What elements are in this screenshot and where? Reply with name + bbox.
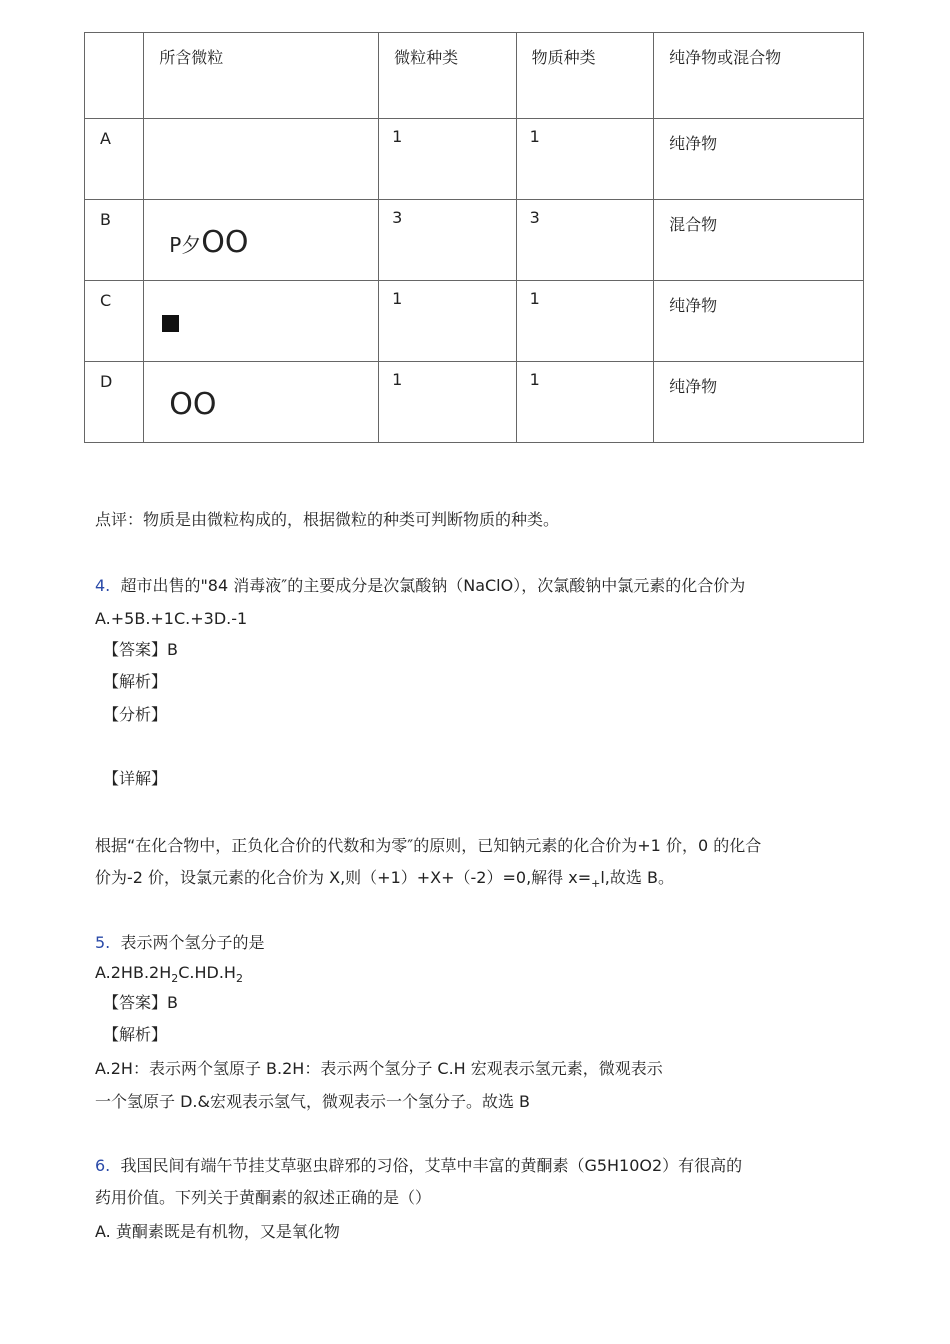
row-type: 混合物	[654, 200, 864, 281]
q6-option-a: A. 黄酮素既是有机物，又是氧化物	[95, 1222, 340, 1241]
question-number: 5.	[95, 933, 111, 952]
q4-explain-sub: +	[591, 877, 601, 891]
row-type: 纯净物	[654, 119, 864, 200]
q4-explain-line2	[95, 868, 674, 894]
row-particles	[144, 281, 379, 362]
row-particles	[144, 200, 379, 281]
q5-explain-line1: A.2H：表示两个氢原子 B.2H：表示两个氢分子 C.H 宏观表示氢元素，微观表示	[95, 1059, 663, 1078]
q5-option-part: A.2HB.2H	[95, 963, 172, 982]
question-text: 超市出售的"84 消毒液″的主要成分是次氯酸钠（NaClO），次氯酸钠中氯元素的化合价为	[120, 576, 746, 595]
question-text: 表示两个氢分子的是	[120, 933, 265, 952]
q5-analysis-heading: 【解析】	[103, 1025, 168, 1044]
q5-options	[95, 963, 243, 989]
particle-diagram-d: OO	[169, 387, 217, 422]
header-cell-particles: 所含微粒	[144, 33, 379, 119]
q4-analysis-heading: 【解析】	[103, 672, 168, 691]
row-label: A	[85, 119, 144, 200]
row-type: 纯净物	[654, 281, 864, 362]
question-text: 我国民间有端午节挂艾草驱虫辟邪的习俗，艾草中丰富的黄酮素（G5H10O2）有很高的	[120, 1156, 743, 1175]
row-particle-kinds: 1	[379, 362, 517, 443]
black-square-icon	[162, 315, 179, 332]
row-particle-kinds: 1	[379, 119, 517, 200]
row-particles	[144, 362, 379, 443]
question-number: 6.	[95, 1156, 111, 1175]
row-label: D	[85, 362, 144, 443]
row-substance-kinds: 1	[516, 119, 654, 200]
row-substance-kinds: 1	[516, 281, 654, 362]
question-5	[95, 933, 264, 953]
particle-diagram-b: P夕OO	[169, 225, 249, 260]
comment-text: 点评：物质是由微粒构成的，根据微粒的种类可判断物质的种类。	[95, 510, 560, 529]
header-cell-empty	[85, 33, 144, 119]
particle-table	[84, 32, 864, 443]
q5-option-sub: 2	[235, 972, 243, 986]
row-label: B	[85, 200, 144, 281]
table-row	[85, 200, 864, 281]
q4-explain-part: l,故选 B。	[600, 868, 674, 887]
question-4	[95, 576, 745, 596]
header-cell-substance-kinds: 物质种类	[516, 33, 654, 119]
particle-label-small: P夕	[169, 233, 202, 257]
q4-fenxi-heading: 【分析】	[103, 705, 168, 724]
row-particles	[144, 119, 379, 200]
question-number: 4.	[95, 576, 111, 595]
table-row	[85, 362, 864, 443]
question-6	[95, 1156, 742, 1176]
q5-explain-line2: 一个氢原子 D.&宏观表示氢气，微观表示一个氢分子。故选 B	[95, 1092, 531, 1111]
row-substance-kinds: 3	[516, 200, 654, 281]
row-particle-kinds: 3	[379, 200, 517, 281]
row-label: C	[85, 281, 144, 362]
row-type: 纯净物	[654, 362, 864, 443]
row-particle-kinds: 1	[379, 281, 517, 362]
table-header-row	[85, 33, 864, 119]
q4-detail-heading: 【详解】	[103, 769, 168, 788]
q4-options: A.+5B.+1C.+3D.-1	[95, 609, 248, 628]
q5-option-sub: 2	[171, 972, 179, 986]
table-row	[85, 281, 864, 362]
q5-answer: 【答案】B	[103, 993, 178, 1012]
row-substance-kinds: 1	[516, 362, 654, 443]
q5-option-part: C.HD.H	[178, 963, 236, 982]
q4-answer: 【答案】B	[103, 640, 178, 659]
q4-explain-part: 价为-2 价，设氯元素的化合价为 X,则（+1）+X+（-2）=0,解得 x=	[95, 868, 592, 887]
header-cell-particle-kinds: 微粒种类	[379, 33, 517, 119]
table-row	[85, 119, 864, 200]
q6-text-line2: 药用价值。下列关于黄酮素的叙述正确的是（）	[95, 1188, 432, 1207]
header-cell-type: 纯净物或混合物	[654, 33, 864, 119]
q4-explain-line1: 根据“在化合物中，正负化合价的代数和为零″的原则，已知钠元素的化合价为+1 价，0 的化合	[95, 836, 762, 855]
